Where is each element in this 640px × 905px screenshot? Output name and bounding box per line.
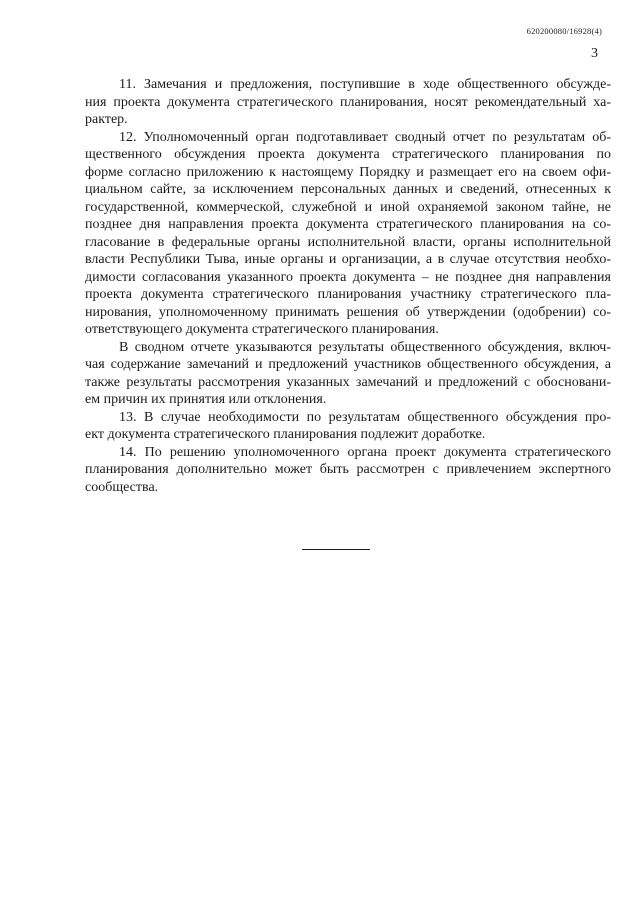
text-line: чая содержание замечаний и предложений участников общественного обсуждения, а bbox=[85, 357, 611, 372]
paragraph-11 bbox=[85, 76, 611, 129]
document-code: 620200080/16928(4) bbox=[526, 26, 602, 36]
paragraph-13 bbox=[85, 409, 611, 444]
text-line: ответствующего документа стратегического планирования. bbox=[85, 322, 439, 337]
text-line: ем причин их принятия или отклонения. bbox=[85, 392, 327, 407]
text-line: планирования дополнительно может быть рассмотрен с привлечением экспертного bbox=[85, 462, 611, 477]
text-line: щественного обсуждения проекта документа стратегического планирования по bbox=[85, 147, 611, 162]
page-number: 3 bbox=[591, 46, 598, 61]
text-line: власти Республики Тыва, иные органы и организации, а в случае отсутствия необхо- bbox=[85, 252, 611, 267]
text-line: димости согласования указанного проекта документа – не позднее дня направления bbox=[85, 269, 611, 285]
text-line: 12. Уполномоченный орган подготавливает сводный отчет по результатам об- bbox=[119, 129, 611, 145]
end-of-document-rule bbox=[302, 549, 370, 550]
text-line: проекта документа стратегического планирования участнику стратегического пла- bbox=[85, 287, 611, 302]
text-line: гласование в федеральные органы исполнительной власти, органы исполнительной bbox=[85, 234, 611, 250]
text-line: В сводном отчете указываются результаты общественного обсуждения, включ- bbox=[119, 339, 611, 355]
paragraph-12 bbox=[85, 129, 611, 339]
text-line: форме согласно приложению к настоящему Порядку и размещает его на своем офи- bbox=[85, 164, 611, 180]
text-line: также результаты рассмотрения указанных замечаний и предложений с обосновани- bbox=[85, 374, 611, 390]
text-line: 13. В случае необходимости по результатам общественного обсуждения про- bbox=[119, 409, 611, 425]
document-body bbox=[85, 76, 611, 496]
text-line: рактер. bbox=[85, 112, 128, 127]
text-line: ект документа стратегического планирования подлежит доработке. bbox=[85, 427, 486, 442]
text-line: циальном сайте, за исключением персональных данных и сведений, отнесенных к bbox=[85, 182, 611, 197]
text-line: 11. Замечания и предложения, поступившие в ходе общественного обсужде- bbox=[119, 77, 611, 92]
paragraph-14 bbox=[85, 444, 611, 497]
text-line: государственной, коммерческой, служебной и иной охраняемой законом тайне, не bbox=[85, 199, 611, 215]
text-line: 14. По решению уполномоченного органа проект документа стратегического bbox=[119, 444, 611, 460]
text-line: позднее дня направления проекта документа стратегического планирования на со- bbox=[85, 217, 611, 232]
text-line: нирования, уполномоченному принимать решения об утверждении (одобрении) со- bbox=[85, 304, 611, 320]
paragraph-summary-report bbox=[85, 339, 611, 409]
text-line: сообщества. bbox=[85, 479, 159, 495]
text-line: ния проекта документа стратегического планирования, носят рекомендательный ха- bbox=[85, 94, 611, 110]
